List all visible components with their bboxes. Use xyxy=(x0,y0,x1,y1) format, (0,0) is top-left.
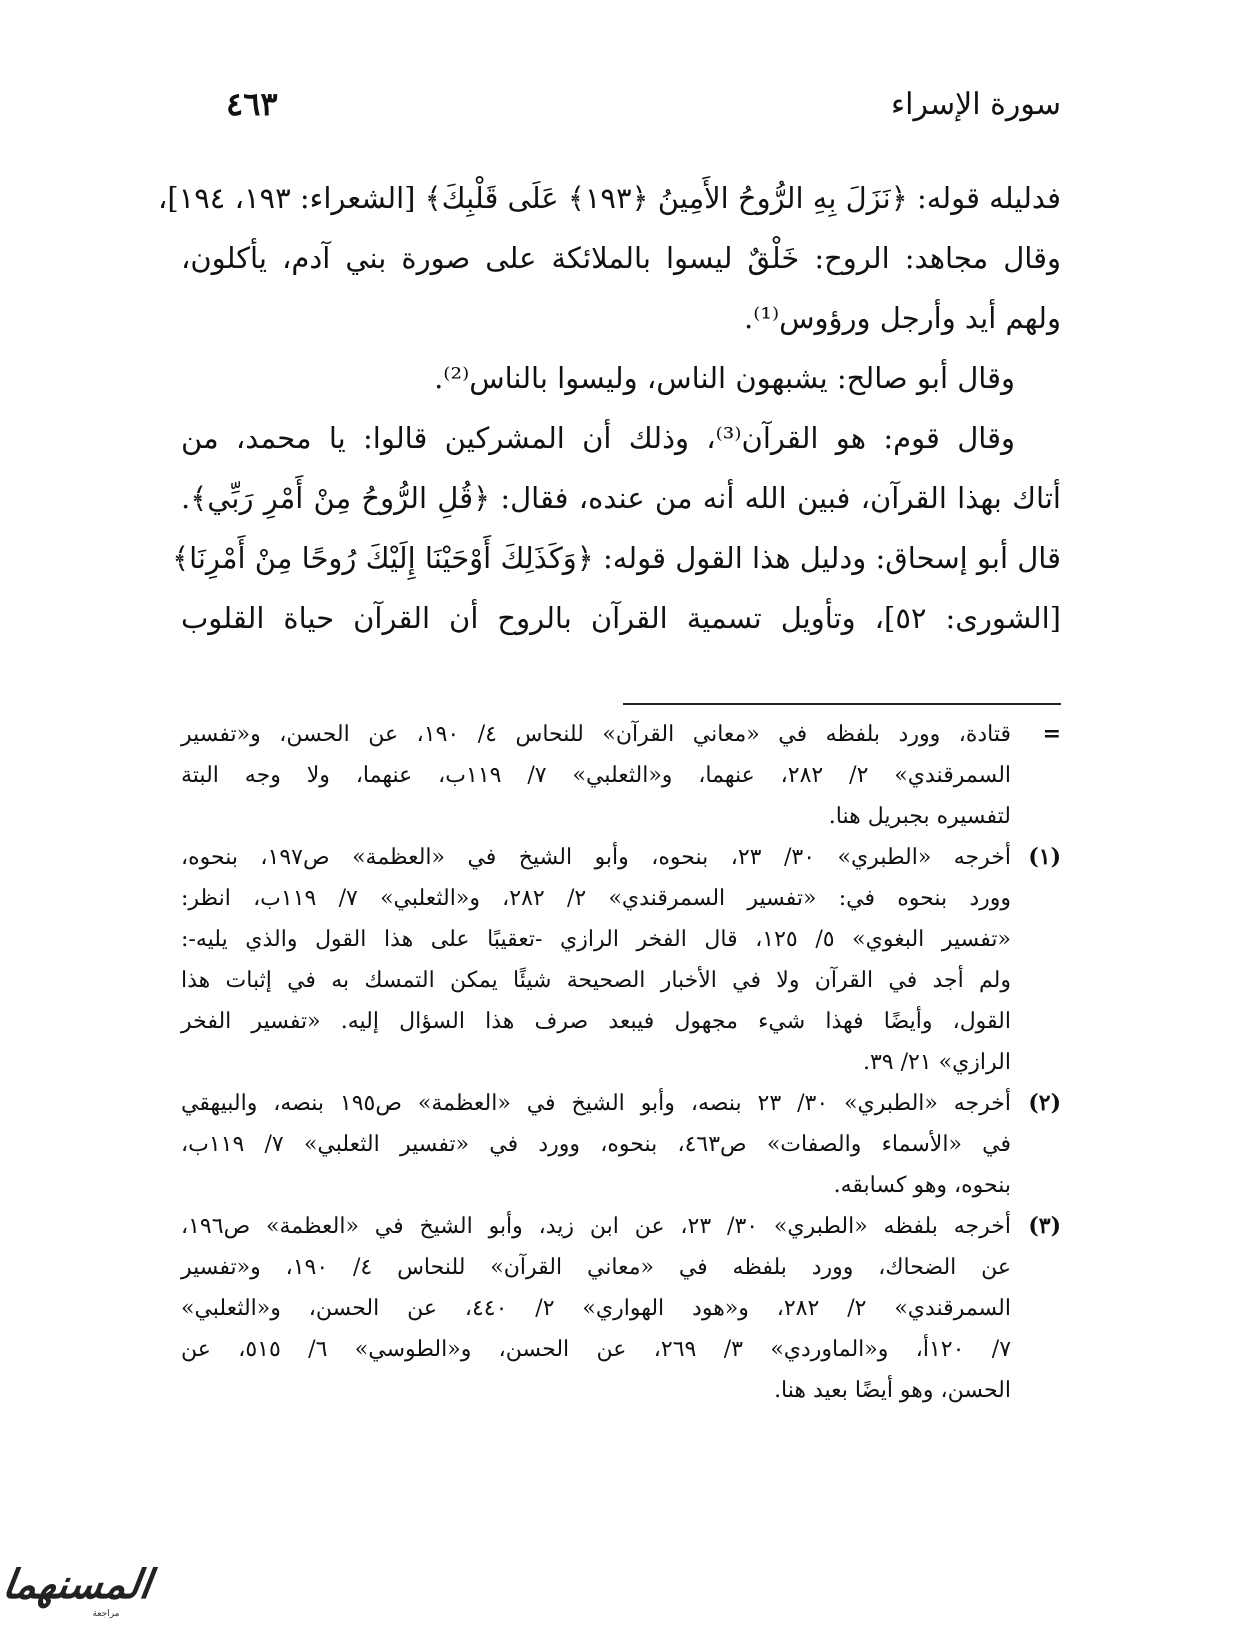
footnote-text: ولم أجد في القرآن ولا في الأخبار الصحيحة شيئًا يمكن التمسك به في إثبات هذا xyxy=(181,968,1011,993)
footnote-line xyxy=(181,1329,1061,1370)
footnote-divider xyxy=(623,703,1061,705)
main-text-line: ولهم أيد وأرجل ورؤوس⁽¹⁾. xyxy=(744,301,1061,335)
footnote-line xyxy=(181,1165,1061,1206)
main-text-line: [الشورى: ٥٢]، وتأويل تسمية القرآن بالروح أن القرآن حياة القلوب xyxy=(181,601,1061,635)
footnote-marker: (٢) xyxy=(1028,1090,1061,1116)
footnote-line xyxy=(181,796,1061,837)
running-header xyxy=(226,80,1061,128)
main-text-block xyxy=(157,168,1061,648)
footnote-text: الرازي» ٢١/ ٣٩. xyxy=(862,1050,1011,1075)
main-text-line: وقال قوم: هو القرآن⁽³⁾، وذلك أن المشركين قالوا: يا محمد، من xyxy=(181,421,1015,455)
footnote-text: عن الضحاك، وورد بلفظه في «معاني القرآن» للنحاس ٤/ ١٩٠، و«تفسير xyxy=(181,1255,1012,1280)
footnote-line xyxy=(181,755,1061,796)
footnotes-block xyxy=(181,714,1061,1411)
main-text-line: أتاك بهذا القرآن، فبين الله أنه من عنده، فقال: ﴿قُلِ الرُّوحُ مِنْ أَمْرِ رَبِّي﴾. xyxy=(181,481,1061,515)
footnote-marker: (٣) xyxy=(1028,1213,1061,1239)
footnote-line xyxy=(181,1001,1061,1042)
publisher-logo xyxy=(0,1561,155,1632)
footnote-marker: = xyxy=(1042,721,1061,747)
main-text-line: وقال أبو صالح: يشبهون الناس، وليسوا بالناس⁽²⁾. xyxy=(434,361,1015,395)
footnote-line xyxy=(181,878,1061,919)
main-text-line: وقال مجاهد: الروح: خَلْقٌ ليسوا بالملائكة على صورة بني آدم، يأكلون، xyxy=(181,241,1061,275)
footnote-text: ٧/ ١٢٠أ، و«الماوردي» ٣/ ٢٦٩، عن الحسن، و«الطوسي» ٦/ ٥١٥، عن xyxy=(181,1337,1012,1362)
footnote-text: قتادة، وورد بلفظه في «معاني القرآن» للنحاس ٤/ ١٩٠، عن الحسن، و«تفسير xyxy=(181,722,1012,747)
footnote-line xyxy=(181,714,1061,755)
footnote-line xyxy=(181,1124,1061,1165)
footnote-text: السمرقندي» ٢/ ٢٨٢، و«هود الهواري» ٢/ ٤٤٠، عن الحسن، و«الثعلبي» xyxy=(181,1296,1011,1321)
footnote-text: أخرجه «الطبري» ٣٠/ ٢٣، بنحوه، وأبو الشيخ في «العظمة» ص١٩٧، بنحوه، xyxy=(181,845,1012,870)
footnote-line xyxy=(181,1247,1061,1288)
footnote-text: السمرقندي» ٢/ ٢٨٢، عنهما، و«الثعلبي» ٧/ ١١٩ب، عنهما، ولا وجه البتة xyxy=(181,763,1012,788)
footnote-text: وورد بنحوه في: «تفسير السمرقندي» ٢/ ٢٨٢، و«الثعلبي» ٧/ ١١٩ب، انظر: xyxy=(181,886,1011,911)
footnote-line xyxy=(181,919,1061,960)
logo-calligraphy: المسنهما xyxy=(0,1561,155,1608)
footnote-marker: (١) xyxy=(1028,844,1061,870)
main-text-line: قال أبو إسحاق: ودليل هذا القول قوله: ﴿وَكَذَلِكَ أَوْحَيْنَا إِلَيْكَ رُوحًا مِنْ أَمْرِنَا﴾ xyxy=(172,541,1061,575)
footnote-text: «تفسير البغوي» ٥/ ١٢٥، قال الفخر الرازي -تعقيبًا على هذا القول والذي يليه-: xyxy=(181,927,1012,952)
chapter-title: سورة الإسراء xyxy=(891,86,1061,122)
page-number: ٤٦٣ xyxy=(226,85,278,123)
footnote-line xyxy=(181,1370,1061,1411)
footnote-text: في «الأسماء والصفات» ص٤٦٣، بنحوه، وورد في «تفسير الثعلبي» ٧/ ١١٩ب، xyxy=(181,1132,1011,1157)
footnote-text: أخرجه «الطبري» ٣٠/ ٢٣ بنصه، وأبو الشيخ في «العظمة» ص١٩٥ بنصه، والبيهقي xyxy=(181,1091,1012,1116)
footnote-text: أخرجه بلفظه «الطبري» ٣٠/ ٢٣، عن ابن زيد، وأبو الشيخ في «العظمة» ص١٩٦، xyxy=(181,1214,1012,1239)
logo-subtext: مراجعة xyxy=(92,1609,120,1619)
footnote-text: القول، وأيضًا فهذا شيء مجهول فيبعد صرف هذا السؤال إليه. «تفسير الفخر xyxy=(181,1009,1011,1034)
footnote-text: بنحوه، وهو كسابقه. xyxy=(833,1173,1011,1198)
footnote-line xyxy=(181,1083,1061,1124)
footnote-line xyxy=(181,1206,1061,1247)
main-text-line: فدليله قوله: ﴿نَزَلَ بِهِ الرُّوحُ الأَمِينُ ﴿١٩٣﴾ عَلَى قَلْبِكَ﴾ [الشعراء: ١٩٣، ١٩٤]، xyxy=(157,181,1061,215)
footnote-line xyxy=(181,1288,1061,1329)
footnote-text: الحسن، وهو أيضًا بعيد هنا. xyxy=(774,1378,1011,1403)
footnote-line xyxy=(181,1042,1061,1083)
footnote-text: لتفسيره بجبريل هنا. xyxy=(828,804,1011,829)
footnote-line xyxy=(181,837,1061,878)
footnote-line xyxy=(181,960,1061,1001)
